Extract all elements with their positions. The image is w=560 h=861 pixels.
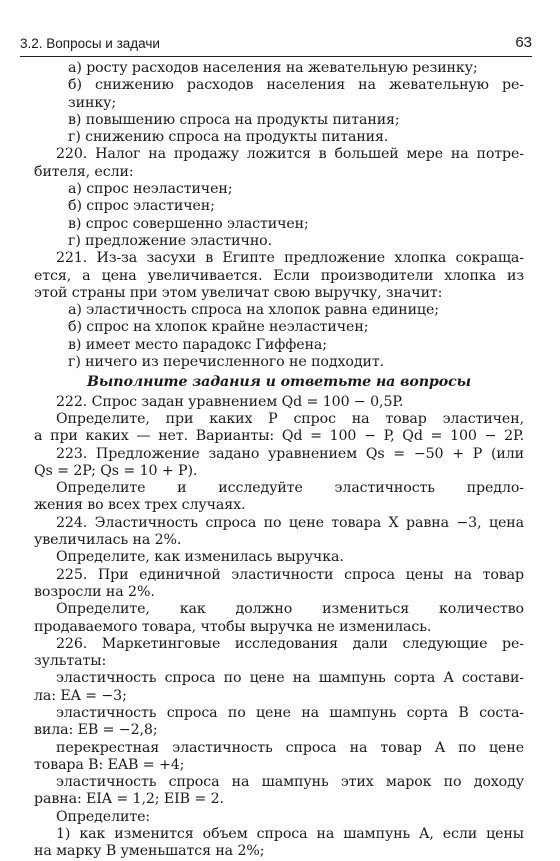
text-line: Qs = 2P; Qs = 10 + P).	[34, 462, 198, 479]
text-line: г) предложение эластично.	[68, 232, 273, 249]
text-line: Определите, как изменилась выручка.	[56, 549, 344, 566]
text-line: бителя, если:	[34, 163, 134, 180]
text-line: а) спрос неэластичен;	[68, 181, 233, 198]
text-line: 225. При единичной эластичности спроса цены на товар	[56, 566, 524, 583]
text-line: увеличилась на 2%.	[34, 532, 182, 549]
text-line: жения во всех трех случаях.	[34, 497, 246, 514]
text-line: Определите, как должно измениться количество	[56, 601, 524, 618]
text-line: на марку B уменьшатся на 2%;	[34, 843, 265, 860]
text-line: эластичность спроса по цене на шампунь сорта B соста-	[56, 704, 524, 721]
running-header	[20, 34, 532, 57]
text-line: а при каких — нет. Варианты: Qd = 100 − P, Qd = 100 − 2P.	[34, 428, 524, 445]
text-line: 224. Эластичность спроса по цене товара X равна −3, цена	[56, 514, 524, 531]
text-line: Определите и исследуйте эластичность предло-	[56, 480, 524, 497]
page-number: 63	[515, 34, 532, 51]
text-line: в) спрос совершенно эластичен;	[68, 215, 309, 232]
text-line: б) спрос эластичен;	[68, 198, 215, 215]
text-line: Определите:	[56, 808, 151, 825]
text-line: 226. Маркетинговые исследования дали следующие ре-	[56, 635, 524, 652]
text-line: вила: EB = −2,8;	[34, 722, 158, 739]
text-line: б) снижению расходов населения на жевательную ре-	[68, 77, 524, 94]
text-line: товара B: EAB = +4;	[34, 756, 185, 773]
text-line: эластичность спроса на шампунь этих марок по доходу	[56, 774, 524, 791]
text-line: 223. Предложение задано уравнением Qs = −50 + P (или	[56, 445, 524, 462]
text-line: Определите, при каких P спрос на товар эластичен,	[56, 410, 524, 427]
text-line: а) эластичность спроса на хлопок равна единице;	[68, 302, 439, 319]
section-title: 3.2. Вопросы и задачи	[20, 36, 160, 51]
text-line: ла: EA = −3;	[34, 687, 127, 704]
text-line: а) росту расходов населения на жевательную резинку;	[68, 60, 478, 76]
page-body	[34, 60, 524, 861]
text-line: б) спрос на хлопок крайне неэластичен;	[68, 319, 369, 336]
text-line: 220. Налог на продажу ложится в большей мере на потре-	[56, 146, 524, 163]
text-line: в) повышению спроса на продукты питания;	[68, 111, 400, 128]
text-line: перекрестная эластичность спроса на товар A по цене	[56, 739, 524, 756]
section-heading: Выполните задания и ответьте на вопросы	[87, 374, 471, 391]
text-line: этой страны при этом увеличат свою выручку, значит:	[34, 284, 443, 301]
text-line: зинку;	[68, 94, 117, 111]
text-line: ется, а цена увеличивается. Если производители хлопка из	[34, 267, 524, 284]
text-line: 1) как изменится объем спроса на шампунь A, если цены	[56, 826, 524, 843]
text-line: равна: EIA = 1,2; EIB = 2.	[34, 791, 224, 808]
text-line: 221. Из-за засухи в Египте предложение хлопка сокраща-	[56, 250, 524, 267]
text-line: в) имеет место парадокс Гиффена;	[68, 336, 327, 353]
text-line: эластичность спроса по цене на шампунь сорта A состави-	[56, 670, 524, 687]
text-line: 222. Спрос задан уравнением Qd = 100 − 0,5P.	[56, 393, 404, 410]
text-line: г) ничего из перечисленного не подходит.	[68, 354, 385, 371]
text-line: г) снижению спроса на продукты питания.	[68, 129, 389, 146]
text-line: зультаты:	[34, 653, 107, 670]
text-line: продаваемого товара, чтобы выручка не изменилась.	[34, 618, 432, 635]
text-line: возросли на 2%.	[34, 583, 155, 600]
